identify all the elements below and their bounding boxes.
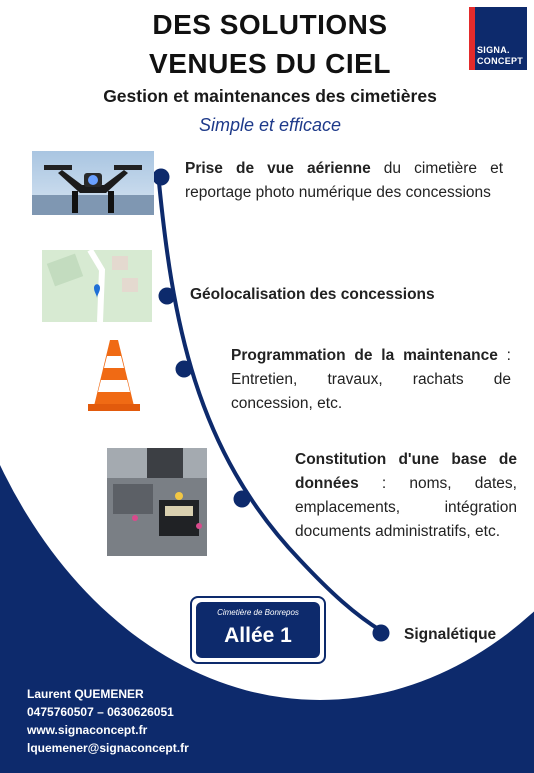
- contact-phones: 0475760507 – 0630626051: [27, 705, 174, 719]
- subtitle: Gestion et maintenances des cimetières: [103, 86, 437, 106]
- tagline: Simple et efficace: [198, 115, 342, 135]
- feature-geo-bold: Géolocalisation des concessions: [190, 286, 435, 303]
- feature-aerial-rest: du cimetière et reportage photo numérique des concessions: [185, 160, 504, 202]
- timeline-dot-aerial: [153, 169, 170, 186]
- sign-plate: [196, 602, 320, 658]
- sign-alley-label: Allée 1: [224, 624, 292, 647]
- traffic-cone-image: [86, 338, 142, 416]
- feature-db-rest: : noms, dates, emplacements, intégration documents administratifs, etc.: [295, 475, 517, 541]
- map-screenshot: [42, 250, 152, 322]
- timeline-dot-database: [234, 491, 251, 508]
- sign-example: [190, 596, 326, 664]
- feature-aerial-bold: Prise de vue aérienne: [185, 160, 371, 177]
- feature-maint-rest: : Entretien, travaux, rachats de concession, etc.: [231, 347, 511, 413]
- feature-signage: [404, 623, 524, 647]
- logo-line-1: SIGNA.: [477, 45, 510, 55]
- feature-maintenance: [231, 344, 511, 416]
- timeline-dot-geo: [159, 288, 176, 305]
- timeline-dot-maintenance: [176, 361, 193, 378]
- feature-sign-bold: Signalétique: [404, 626, 497, 643]
- logo-line-2: CONCEPT: [477, 56, 524, 66]
- contact-website-link[interactable]: www.signaconcept.fr: [27, 723, 148, 737]
- feature-aerial-photo: [185, 157, 503, 205]
- feature-maint-bold: Programmation de la maintenance: [231, 347, 498, 364]
- feature-db-bold: Constitution d'une base de données: [295, 451, 517, 493]
- contact-email-link[interactable]: lquemener@signaconcept.fr: [27, 741, 189, 755]
- feature-database: [295, 448, 517, 544]
- drone-photo: [32, 151, 154, 215]
- gravestone-photo: [107, 448, 207, 556]
- title-line-1: DES SOLUTIONS: [152, 9, 388, 40]
- timeline-dot-signage: [373, 625, 390, 642]
- title-line-2: VENUES DU CIEL: [149, 48, 391, 79]
- feature-geolocation: [190, 283, 490, 307]
- contact-name: Laurent QUEMENER: [27, 687, 144, 701]
- sign-cemetery-name: Cimetière de Bonrepos: [217, 608, 299, 617]
